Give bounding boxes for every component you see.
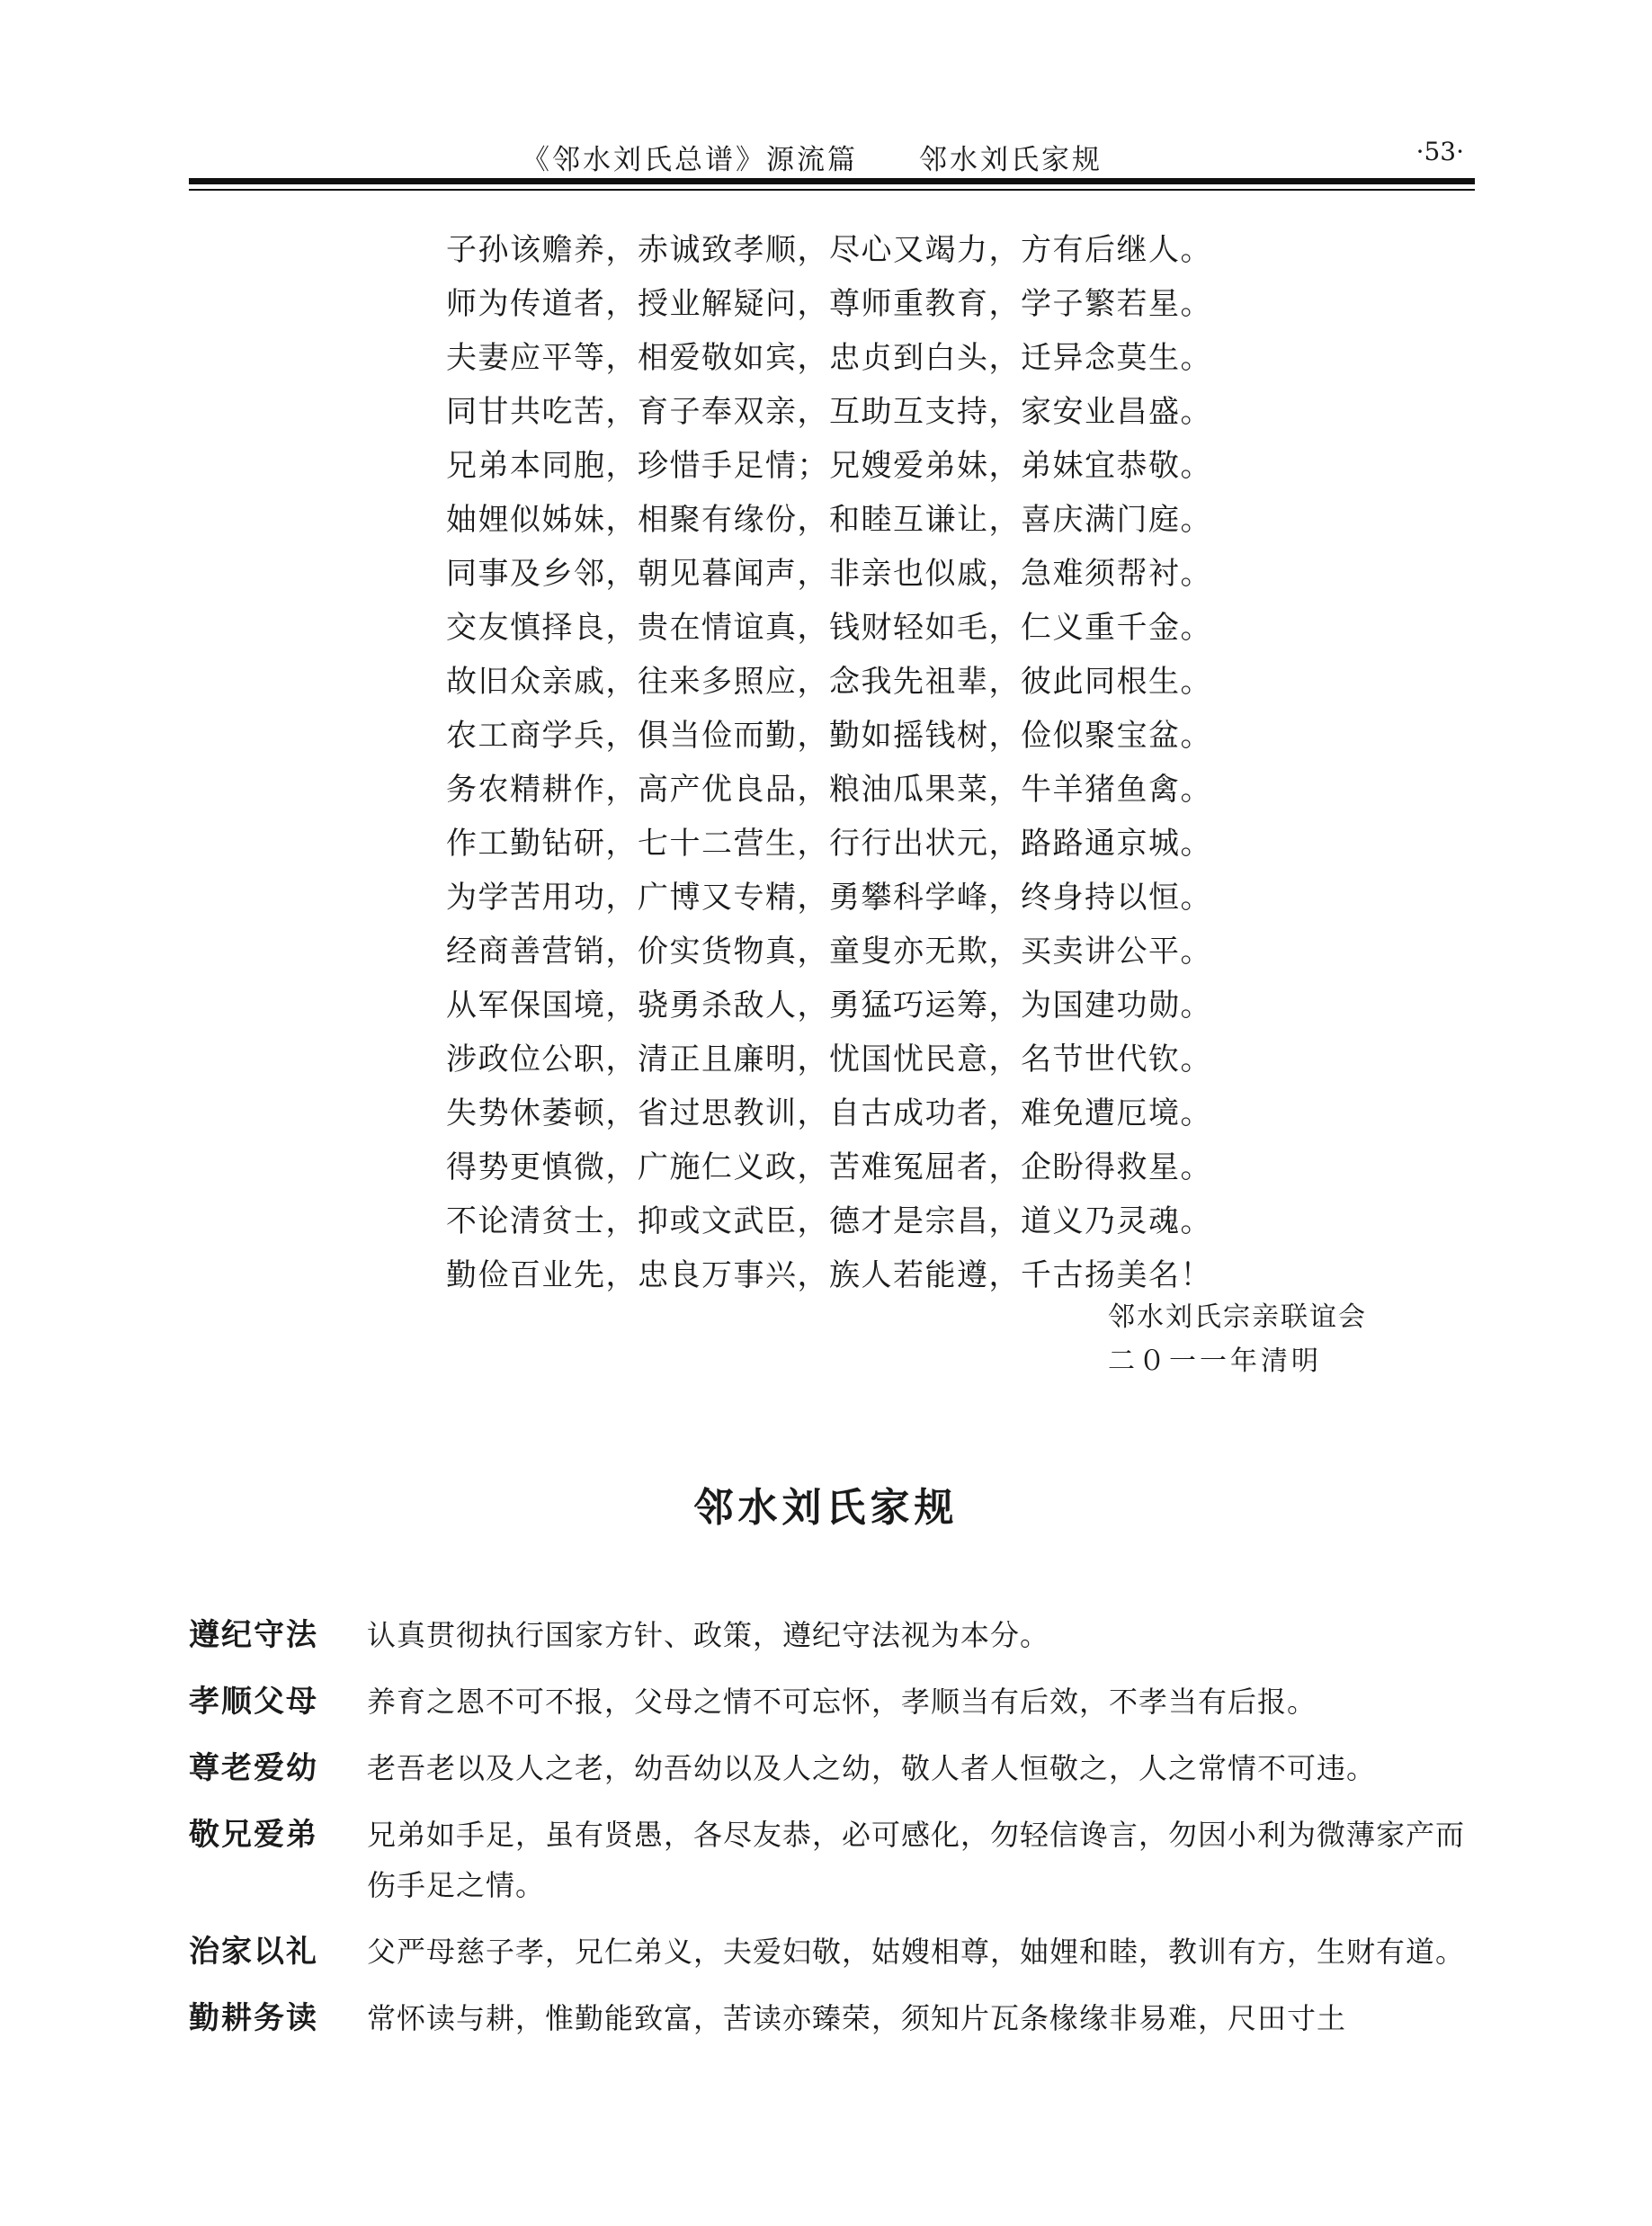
- rule-label: 敬兄爱弟: [189, 1817, 318, 1853]
- rule-text: 养育之恩不可不报，父母之情不可忘怀，孝顺当有后效，不孝当有后报。: [367, 1685, 1317, 1719]
- poem-body: [446, 223, 1255, 1302]
- header-rule-thick: [189, 178, 1475, 184]
- rule-label: 遵纪守法: [189, 1617, 318, 1653]
- header-section-title: 邻水刘氏家规: [919, 144, 1103, 176]
- rule-text: 常怀读与耕，惟勤能致富，苦读亦臻荣，须知片瓦条椽缘非易难，尺田寸土: [367, 2001, 1347, 2035]
- poem-line: 作工勤钻研，七十二营生，行行出状元，路路通京城。: [446, 826, 1212, 862]
- rule-label: 勤耕务读: [189, 2000, 318, 2036]
- poem-line: 交友慎择良，贵在情谊真，钱财轻如毛，仁义重千金。: [446, 610, 1212, 646]
- book-title: 《邻水刘氏总谱》源流篇: [522, 144, 858, 176]
- rule-text: 认真贯彻执行国家方针、政策，遵纪守法视为本分。: [367, 1618, 1050, 1652]
- poem-line: 同事及乡邻，朝见暮闻声，非亲也似戚，急难须帮衬。: [446, 556, 1212, 592]
- poem-line: 故旧众亲戚，往来多照应，念我先祖辈，彼此同根生。: [446, 664, 1212, 700]
- signature-date: 二０一一年清明: [1108, 1345, 1322, 1377]
- rule-label: 治家以礼: [189, 1934, 318, 1970]
- poem-line: 经商善营销，价实货物真，童叟亦无欺，买卖讲公平。: [446, 934, 1212, 970]
- section-title: 邻水刘氏家规: [693, 1485, 959, 1531]
- poem-line: 勤俭百业先，忠良万事兴，族人若能遵，千古扬美名！: [446, 1257, 1212, 1293]
- family-rules-list: [189, 1610, 1484, 2060]
- poem-line: 务农精耕作，高产优良品，粮油瓜果菜，牛羊猪鱼禽。: [446, 772, 1212, 808]
- signature-block: [989, 1295, 1367, 1383]
- poem-line: 从军保国境，骁勇杀敌人，勇猛巧运筹，为国建功勋。: [446, 988, 1212, 1024]
- rule-item: [189, 1676, 1484, 1727]
- page-number: ·53·: [1415, 137, 1464, 166]
- rule-text: 父严母慈子孝，兄仁弟义，夫爱妇敬，姑嫂相尊，妯娌和睦，教训有方，生财有道。: [367, 1935, 1466, 1969]
- rule-item: [189, 1927, 1484, 1977]
- poem-line: 不论清贫士，抑或文武臣，德才是宗昌，道义乃灵魂。: [446, 1203, 1212, 1239]
- rule-item: [189, 1743, 1484, 1793]
- rule-text: 兄弟如手足，虽有贤愚，各尽友恭，必可感化，勿轻信谗言，勿因小利为微薄家产而伤手足之情。: [367, 1818, 1466, 1902]
- rule-text: 老吾老以及人之老，幼吾幼以及人之幼，敬人者人恒敬之，人之常情不可违。: [367, 1751, 1377, 1785]
- rule-item: [189, 1810, 1484, 1910]
- poem-line: 为学苦用功，广博又专精，勇攀科学峰，终身持以恒。: [446, 880, 1212, 916]
- poem-line: 师为传道者，授业解疑问，尊师重教育，学子繁若星。: [446, 286, 1212, 322]
- poem-line: 夫妻应平等，相爱敬如宾，忠贞到白头，迁异念莫生。: [446, 340, 1212, 376]
- rule-item: [189, 1610, 1484, 1660]
- running-header: [189, 137, 1475, 178]
- poem-line: 涉政位公职，清正且廉明，忧国忧民意，名节世代钦。: [446, 1041, 1212, 1077]
- poem-line: 子孙该赡养，赤诚致孝顺，尽心又竭力，方有后继人。: [446, 232, 1212, 268]
- signature-organization: 邻水刘氏宗亲联谊会: [1108, 1301, 1367, 1333]
- rule-label: 孝顺父母: [189, 1684, 318, 1720]
- poem-line: 兄弟本同胞，珍惜手足情；兄嫂爱弟妹，弟妹宜恭敬。: [446, 448, 1212, 484]
- rule-item: [189, 1993, 1484, 2043]
- rule-label: 尊老爱幼: [189, 1750, 318, 1786]
- poem-line: 得势更慎微，广施仁义政，苦难冤屈者，企盼得救星。: [446, 1149, 1212, 1185]
- poem-line: 失势休萎顿，省过思教训，自古成功者，难免遭厄境。: [446, 1095, 1212, 1131]
- poem-line: 农工商学兵，俱当俭而勤，勤如摇钱树，俭似聚宝盆。: [446, 718, 1212, 754]
- header-rule-thin: [189, 189, 1475, 191]
- poem-line: 同甘共吃苦，育子奉双亲，互助互支持，家安业昌盛。: [446, 394, 1212, 430]
- poem-line: 妯娌似姊妹，相聚有缘份，和睦互谦让，喜庆满门庭。: [446, 502, 1212, 538]
